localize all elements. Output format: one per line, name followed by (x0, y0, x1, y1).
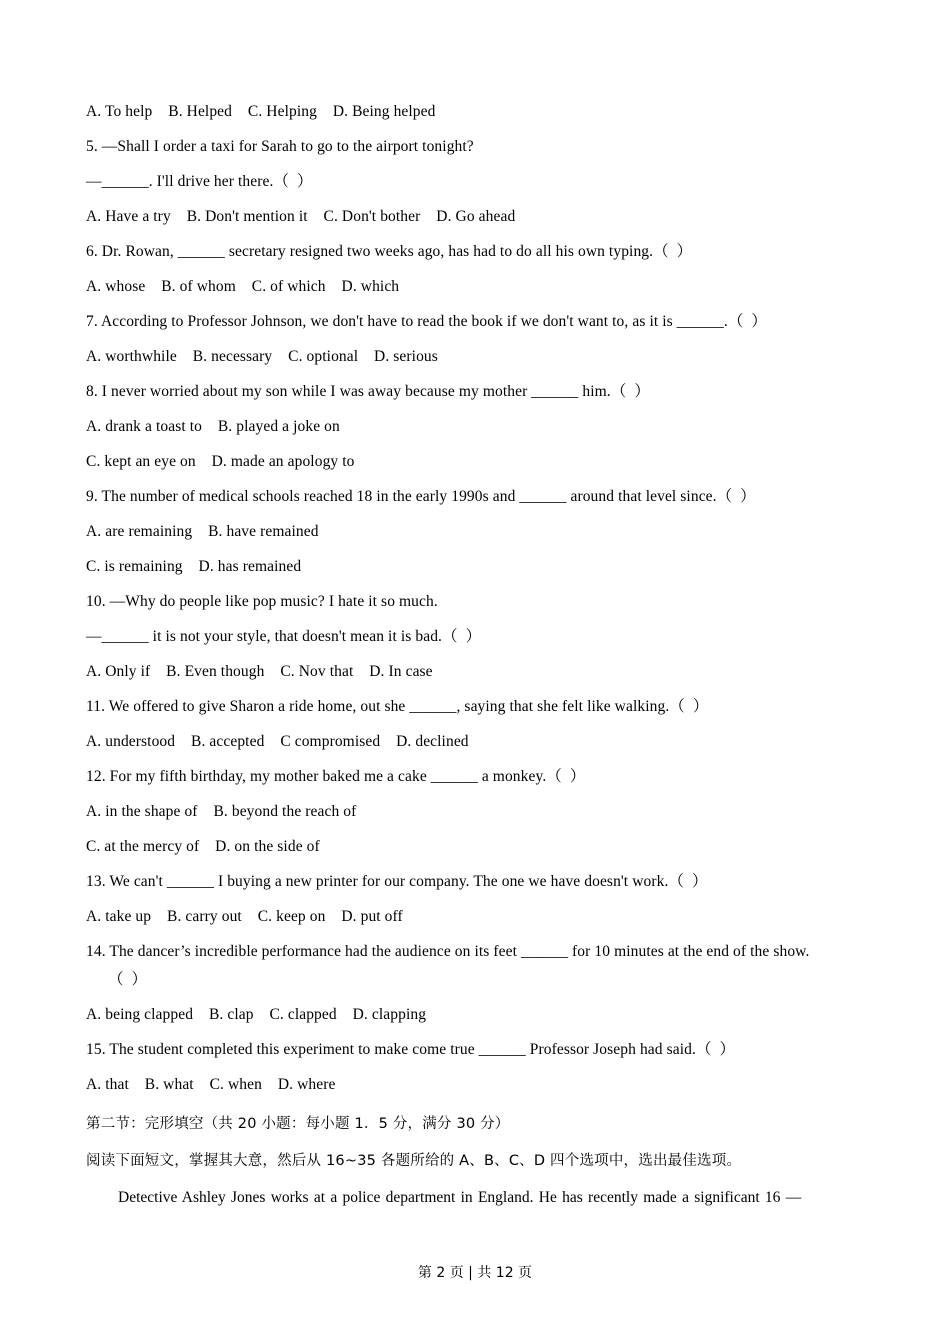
question-7-stem: 7. According to Professor Johnson, we don't have to read the book if we don't want to, as it is ______.（ ） (86, 313, 767, 330)
cloze-passage-paragraph: Detective Ashley Jones works at a police department in England. He has recently made a significant 16 — (118, 1188, 802, 1206)
question-11-options: A. understood B. accepted C compromised D. declined (86, 733, 469, 750)
question-12-options-cd: C. at the mercy of D. on the side of (86, 838, 320, 855)
question-5-options: A. Have a try B. Don't mention it C. Don't bother D. Go ahead (86, 208, 516, 225)
question-10-stem-reply: —______ it is not your style, that doesn't mean it is bad.（ ） (86, 628, 482, 645)
section-two-heading: 第二节：完形填空（共 20 小题：每小题 1．5 分，满分 30 分） (86, 1115, 510, 1132)
question-5-stem: 5. —Shall I order a taxi for Sarah to go to the airport tonight? (86, 138, 474, 155)
question-9-options-ab: A. are remaining B. have remained (86, 523, 319, 540)
question-12-stem: 12. For my fifth birthday, my mother baked me a cake ______ a monkey.（ ） (86, 768, 586, 785)
question-13-options: A. take up B. carry out C. keep on D. put off (86, 908, 403, 925)
section-two-instruction: 阅读下面短文，掌握其大意，然后从 16~35 各题所给的 A、B、C、D 四个选项中，选出最佳选项。 (86, 1152, 742, 1169)
question-11-stem: 11. We offered to give Sharon a ride home, out she ______, saying that she felt like walking.（ ） (86, 698, 709, 715)
question-15-options: A. that B. what C. when D. where (86, 1075, 336, 1093)
question-8-options-ab: A. drank a toast to B. played a joke on (86, 418, 340, 435)
question-5-stem-reply: —______. I'll drive her there.（ ） (86, 173, 313, 190)
question-6-stem: 6. Dr. Rowan, ______ secretary resigned two weeks ago, has had to do all his own typing.（ ） (86, 243, 693, 260)
question-10-stem: 10. —Why do people like pop music? I hate it so much. (86, 593, 438, 610)
question-12-options-ab: A. in the shape of B. beyond the reach of (86, 803, 357, 820)
page-footer: 第 2 页 | 共 12 页 (417, 1265, 533, 1281)
question-14-stem: 14. The dancer’s incredible performance had the audience on its feet ______ for 10 minutes at the end of the show. (86, 943, 810, 960)
question-8-stem: 8. I never worried about my son while I was away because my mother ______ him.（ ） (86, 383, 650, 400)
question-14-stem-continuation: （ ） (108, 970, 148, 988)
question-10-options: A. Only if B. Even though C. Nov that D. In case (86, 663, 433, 680)
question-9-stem: 9. The number of medical schools reached 18 in the early 1990s and ______ around that level since.（ ） (86, 488, 756, 505)
question-6-options: A. whose B. of whom C. of which D. which (86, 278, 400, 295)
question-8-options-cd: C. kept an eye on D. made an apology to (86, 453, 355, 470)
question-15-stem: 15. The student completed this experiment to make come true ______ Professor Joseph had said.（ ） (86, 1040, 736, 1058)
question-7-options: A. worthwhile B. necessary C. optional D. serious (86, 348, 438, 365)
question-4-options: A. To help B. Helped C. Helping D. Being helped (86, 103, 436, 120)
question-9-options-cd: C. is remaining D. has remained (86, 558, 302, 575)
question-13-stem: 13. We can't ______ I buying a new printer for our company. The one we have doesn't work.（ ） (86, 873, 708, 890)
question-14-options: A. being clapped B. clap C. clapped D. clapping (86, 1005, 427, 1023)
